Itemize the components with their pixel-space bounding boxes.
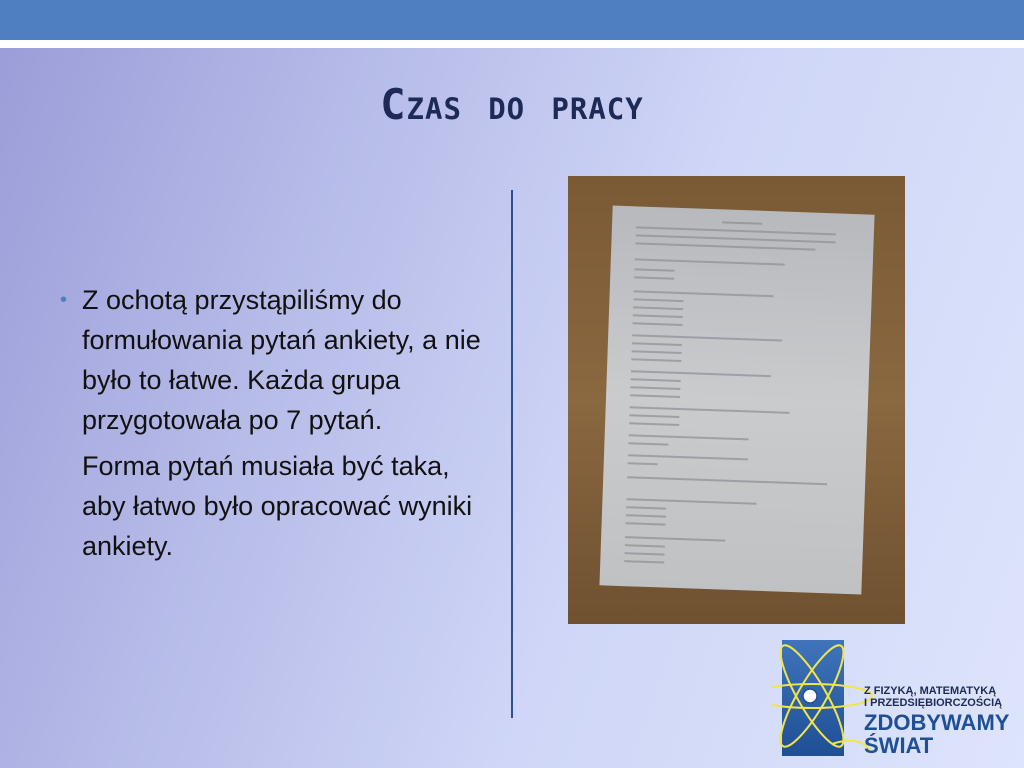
paper-line bbox=[635, 258, 785, 265]
paper-line bbox=[624, 560, 664, 563]
paper-line bbox=[633, 298, 683, 302]
logo-line-2: I PRZEDSIĘBIORCZOŚCIĄ bbox=[864, 697, 1003, 709]
logo-title bbox=[864, 711, 1009, 757]
paper-line bbox=[636, 234, 836, 243]
paper-line bbox=[631, 358, 681, 362]
paragraph-1: Z ochotą przystąpiliśmy do formułowania pytań ankiety, a nie było to łatwe. Każda grupa przygotowała po 7 pytań. bbox=[82, 285, 481, 435]
paper-line bbox=[630, 394, 680, 398]
paper-line bbox=[629, 434, 749, 440]
paper-line bbox=[632, 342, 682, 346]
paper-line bbox=[626, 522, 666, 525]
paper-line bbox=[625, 536, 725, 541]
vertical-divider bbox=[511, 190, 513, 718]
bullet-paragraph bbox=[58, 280, 488, 440]
paper-line bbox=[626, 514, 666, 517]
paper-line bbox=[628, 462, 658, 465]
paper-line bbox=[627, 476, 827, 485]
paper-line bbox=[629, 414, 679, 418]
top-bar bbox=[0, 0, 1024, 40]
paper-sheet bbox=[599, 206, 874, 595]
paper-line bbox=[631, 378, 681, 382]
paper-line bbox=[626, 498, 756, 505]
paper-line bbox=[635, 242, 815, 250]
paper-line bbox=[631, 370, 771, 377]
project-logo bbox=[772, 624, 1022, 764]
paper-line bbox=[630, 406, 790, 414]
paper-line bbox=[722, 221, 762, 224]
slide-title: Czas do pracy bbox=[380, 80, 644, 129]
paper-line bbox=[629, 422, 679, 426]
slide-content bbox=[58, 280, 488, 566]
paper-line bbox=[625, 552, 665, 555]
logo-line-4: ŚWIAT bbox=[864, 733, 934, 758]
paragraph-2: Forma pytań musiała być taka, aby łatwo było opracować wyniki ankiety. bbox=[82, 451, 473, 561]
paper-line bbox=[636, 226, 836, 235]
top-stripe bbox=[0, 40, 1024, 48]
paper-line bbox=[632, 350, 682, 354]
paper-line bbox=[626, 506, 666, 509]
paper-line bbox=[628, 454, 748, 460]
logo-subtitle bbox=[864, 685, 1002, 709]
paper-line bbox=[634, 276, 674, 279]
paper-line bbox=[628, 442, 668, 445]
paper-line bbox=[632, 334, 782, 341]
logo-line-1: Z FIZYKĄ, MATEMATYKĄ bbox=[864, 685, 997, 697]
paper-line bbox=[633, 314, 683, 318]
bullet-icon: • bbox=[60, 289, 68, 311]
paper-line bbox=[633, 322, 683, 326]
paper-line bbox=[625, 544, 665, 547]
paper-line bbox=[633, 306, 683, 310]
paper-line bbox=[634, 268, 674, 271]
questionnaire-photo bbox=[568, 176, 905, 624]
paper-line bbox=[630, 386, 680, 390]
logo-line-3: ZDOBYWAMY bbox=[864, 710, 1010, 735]
paper-line bbox=[634, 290, 774, 297]
